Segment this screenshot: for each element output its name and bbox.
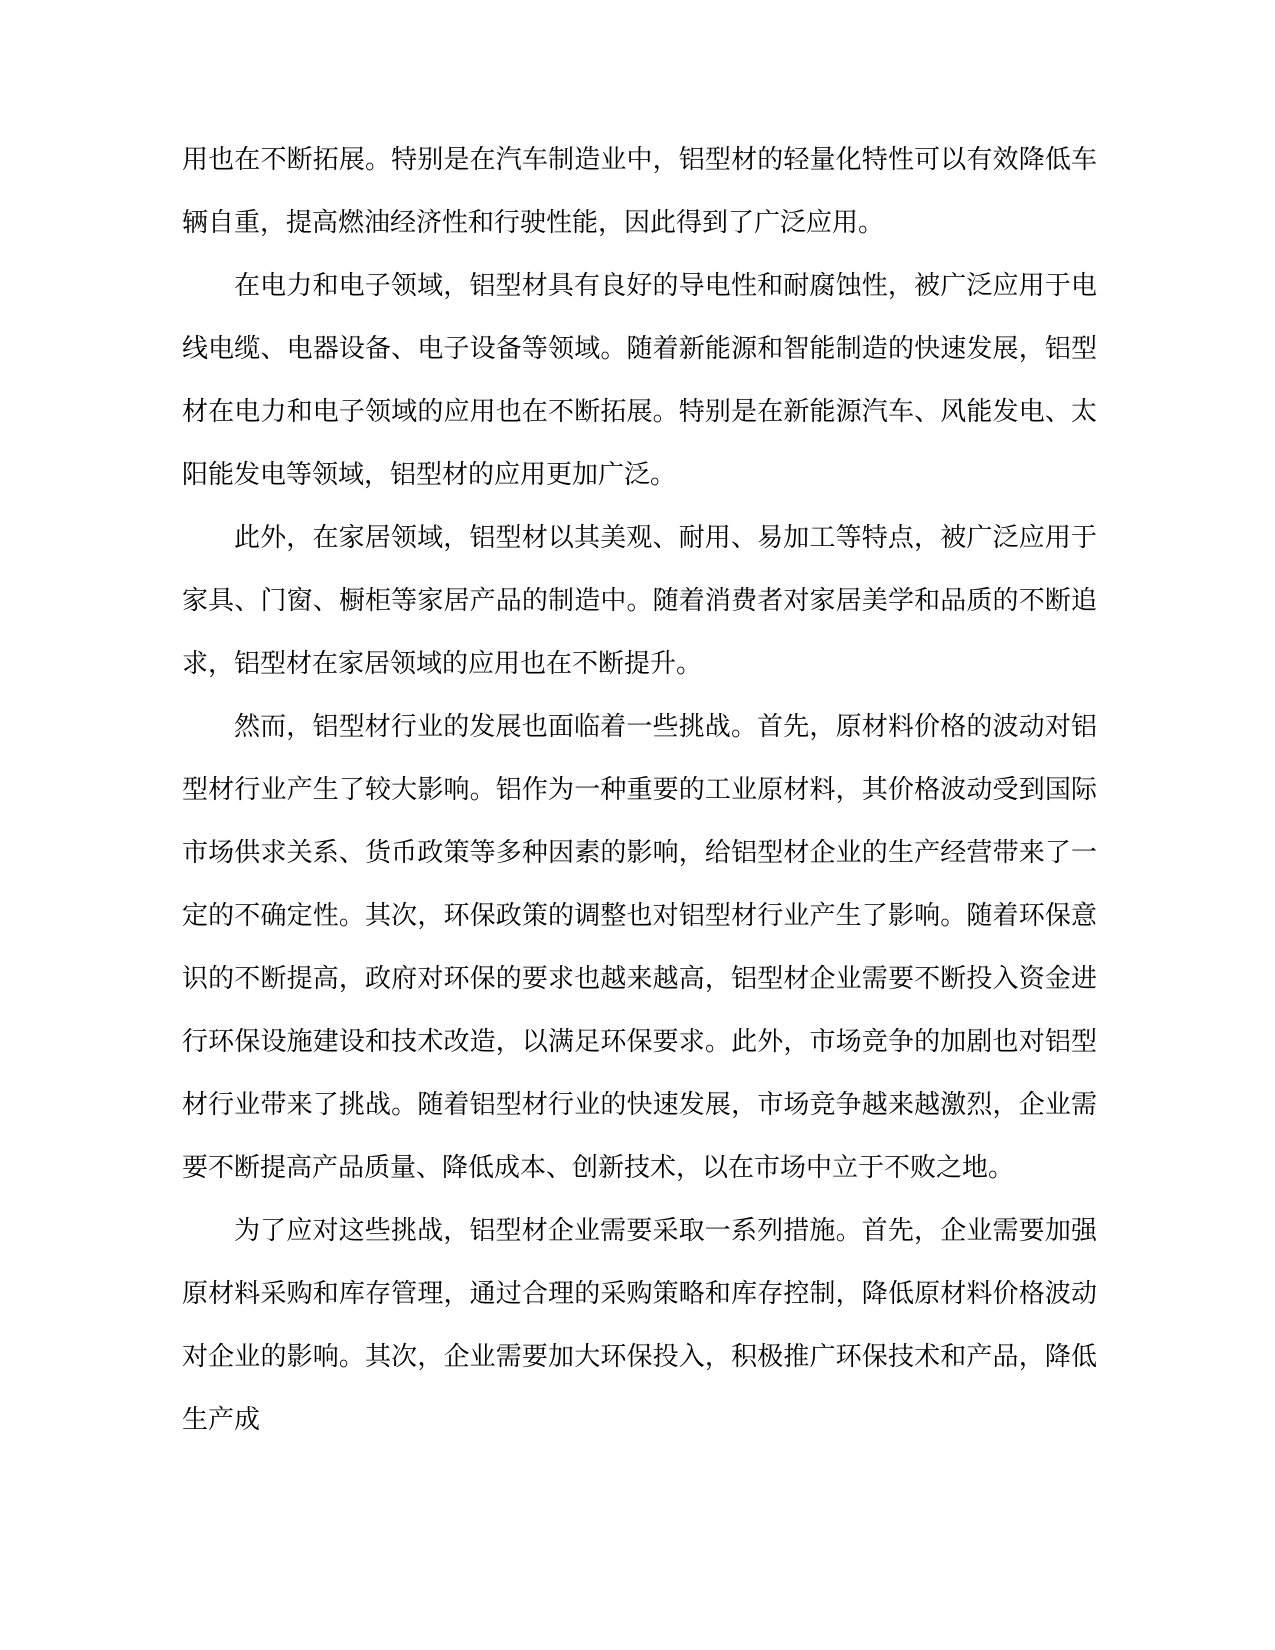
paragraph: 为了应对这些挑战，铝型材企业需要采取一系列措施。首先，企业需要加强原材料采购和库存管理，通过合理的采购策略和库存控制，降低原材料价格波动对企业的影响。其次，企业需要加大环保投入，积极推广环保技术和产品，降低生产成 <box>182 1215 1097 1434</box>
paragraph: 然而，铝型材行业的发展也面临着一些挑战。首先，原材料价格的波动对铝型材行业产生了较大影响。铝作为一种重要的工业原材料，其价格波动受到国际市场供求关系、货币政策等多种因素的影响，给铝型材企业的生产经营带来了一定的不确定性。其次，环保政策的调整也对铝型材行业产生了影响。随着环保意识的不断提高，政府对环保的要求也越来越高，铝型材企业需要不断投入资金进行环保设施建设和技术改造，以满足环保要求。此外，市场竞争的加剧也对铝型材行业带来了挑战。随着铝型材行业的快速发展，市场竞争越来越激烈，企业需要不断提高产品质量、降低成本、创新技术，以在市场中立于不败之地。 <box>182 711 1097 1182</box>
paragraph: 用也在不断拓展。特别是在汽车制造业中，铝型材的轻量化特性可以有效降低车辆自重，提高燃油经济性和行驶性能，因此得到了广泛应用。 <box>182 144 1097 237</box>
document-body <box>182 128 1097 1451</box>
paragraph: 在电力和电子领域，铝型材具有良好的导电性和耐腐蚀性，被广泛应用于电线电缆、电器设备、电子设备等领域。随着新能源和智能制造的快速发展，铝型材在电力和电子领域的应用也在不断拓展。特别是在新能源汽车、风能发电、太阳能发电等领域，铝型材的应用更加广泛。 <box>182 270 1097 489</box>
paragraph: 此外，在家居领域，铝型材以其美观、耐用、易加工等特点，被广泛应用于家具、门窗、橱柜等家居产品的制造中。随着消费者对家居美学和品质的不断追求，铝型材在家居领域的应用也在不断提升。 <box>182 522 1097 678</box>
